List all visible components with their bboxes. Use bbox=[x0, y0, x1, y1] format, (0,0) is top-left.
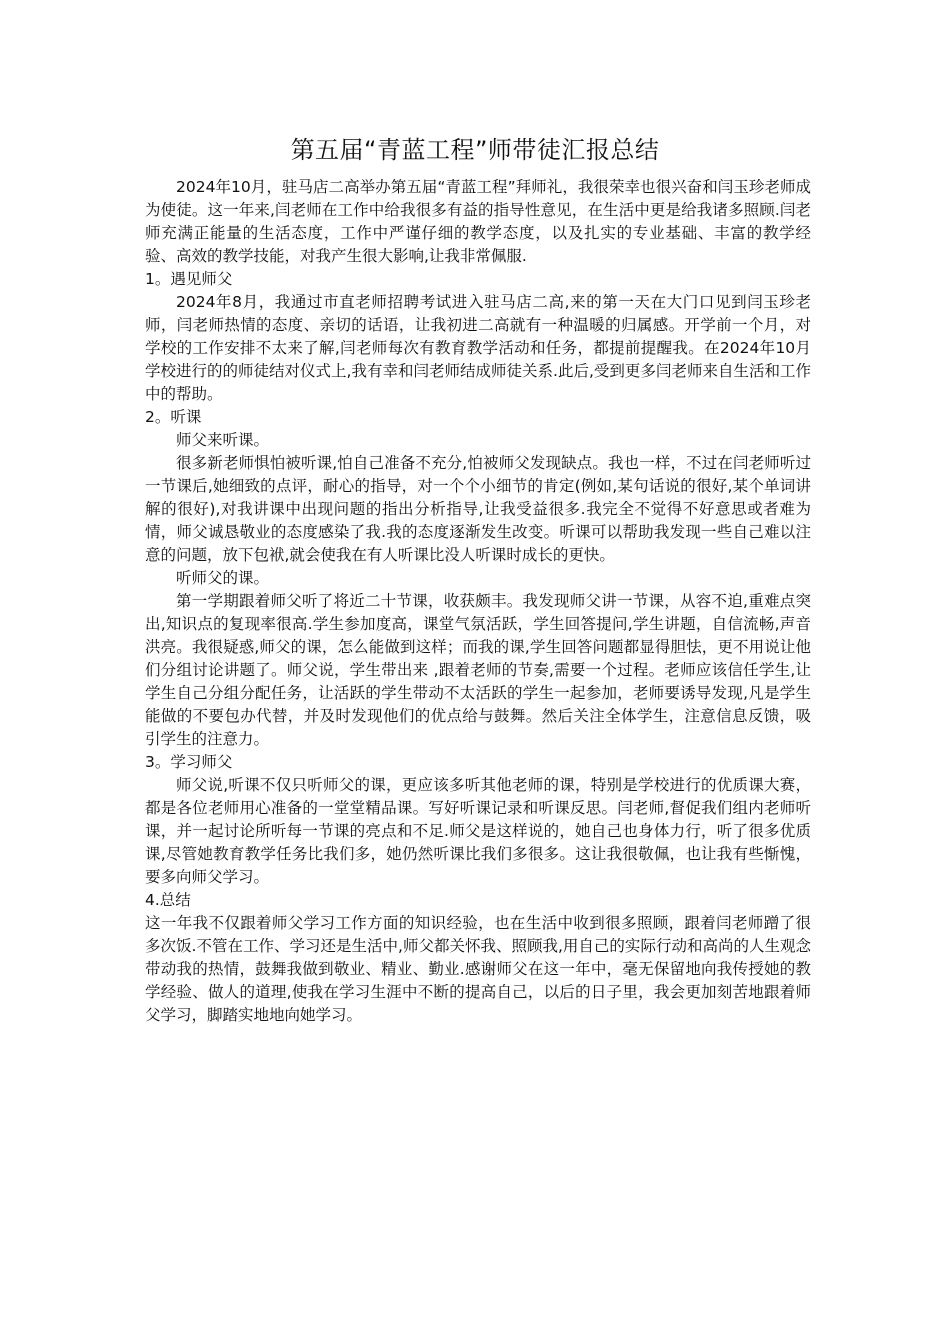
summary-paragraph: 这一年我不仅跟着师父学习工作方面的知识经验，也在生活中收到很多照顾，跟着闫老师蹭了很多次饭.不管在工作、学习还是生活中,师父都关怀我、照顾我,用自己的实际行动和高尚的人生观念带动我的热情，鼓舞我做到敬业、精业、勤业.感谢师父在这一年中，毫无保留地向我传授她的教学经验、做人的道理,使我在学习生涯中不断的提高自己，以后的日子里，我会更加刻苦地跟着师父学习，脚踏实地地向她学习。 bbox=[145, 914, 811, 1024]
observe-master-paragraph: 第一学期跟着师父听了将近二十节课，收获颇丰。我发现师父讲一节课，从容不迫,重难点突出,知识点的复现率很高.学生参加度高，课堂气氛活跃，学生回答提问,学生讲题，自信流畅,声音洪亮。我很疑惑,师父的课，怎么能做到这样；而我的课,学生回答问题都显得胆怯，更不用说让他们分组讨论讲题了。师父说，学生带出来 ,跟着老师的节奏,需要一个过程。老师应该信任学生,让学生自己分组分配任务，让活跃的学生带动不太活跃的学生一起参加，老师要诱导发现,凡是学生能做的不要包办代替，并及时发现他们的优点给与鼓舞。然后关注全体学生，注意信息反馈，吸引学生的注意力。 bbox=[145, 592, 811, 748]
page-title: 第五届“青蓝工程”师带徒汇报总结 bbox=[290, 136, 660, 164]
subheading-observe-master: 听师父的课。 bbox=[176, 569, 270, 587]
document-body bbox=[145, 176, 811, 1027]
section-heading-lesson-observation: 2。听课 bbox=[145, 408, 202, 426]
section-heading-summary: 4.总结 bbox=[145, 891, 191, 909]
meeting-master-paragraph: 2024年8月，我通过市直老师招聘考试进入驻马店二高,来的第一天在大门口见到闫玉珍老师，闫老师热情的态度、亲切的话语，让我初进二高就有一种温暖的归属感。开学前一个月，对学校的工作安排不太来了解,闫老师每次有教育教学活动和任务，都提前提醒我。在2024年10月学校进行的的师徒结对仪式上,我有幸和闫老师结成师徒关系.此后,受到更多闫老师来自生活和工作中的帮助。 bbox=[145, 293, 811, 403]
learning-from-master-paragraph: 师父说,听课不仅只听师父的课，更应该多听其他老师的课，特别是学校进行的优质课大赛，都是各位老师用心准备的一堂堂精品课。写好听课记录和听课反思。闫老师,督促我们组内老师听课，并一起讨论所听每一节课的亮点和不足.师父是这样说的，她自己也身体力行，听了很多优质课,尽管她教育教学任务比我们多，她仍然听课比我们多很多。这让我很敬佩，也让我有些惭愧，要多向师父学习。 bbox=[145, 776, 811, 886]
intro-paragraph: 2024年10月，驻马店二高举办第五届“青蓝工程”拜师礼，我很荣幸也很兴奋和闫玉珍老师成为使徒。这一年来,闫老师在工作中给我很多有益的指导性意见，在生活中更是给我诸多照顾.闫老师充满正能量的生活态度，工作中严谨仔细的教学态度，以及扎实的专业基础、丰富的教学经验、高效的教学技能，对我产生很大影响,让我非常佩服. bbox=[145, 178, 811, 265]
section-heading-learning-from-master: 3。学习师父 bbox=[145, 753, 233, 771]
master-observes-paragraph: 很多新老师惧怕被听课,怕自己准备不充分,怕被师父发现缺点。我也一样，不过在闫老师听过一节课后,她细致的点评，耐心的指导，对一个个小细节的肯定(例如,某句话说的很好,某个单词讲解的很好),对我讲课中出现问题的指出分析指导,让我受益很多.我完全不觉得不好意思或者难为情，师父诚恳敬业的态度感染了我.我的态度逐渐发生改变。听课可以帮助我发现一些自己难以注意的问题，放下包袱,就会使我在有人听课比没人听课时成长的更快。 bbox=[145, 454, 811, 564]
section-heading-meeting-master: 1。遇见师父 bbox=[145, 270, 233, 288]
subheading-master-observes: 师父来听课。 bbox=[176, 431, 270, 449]
